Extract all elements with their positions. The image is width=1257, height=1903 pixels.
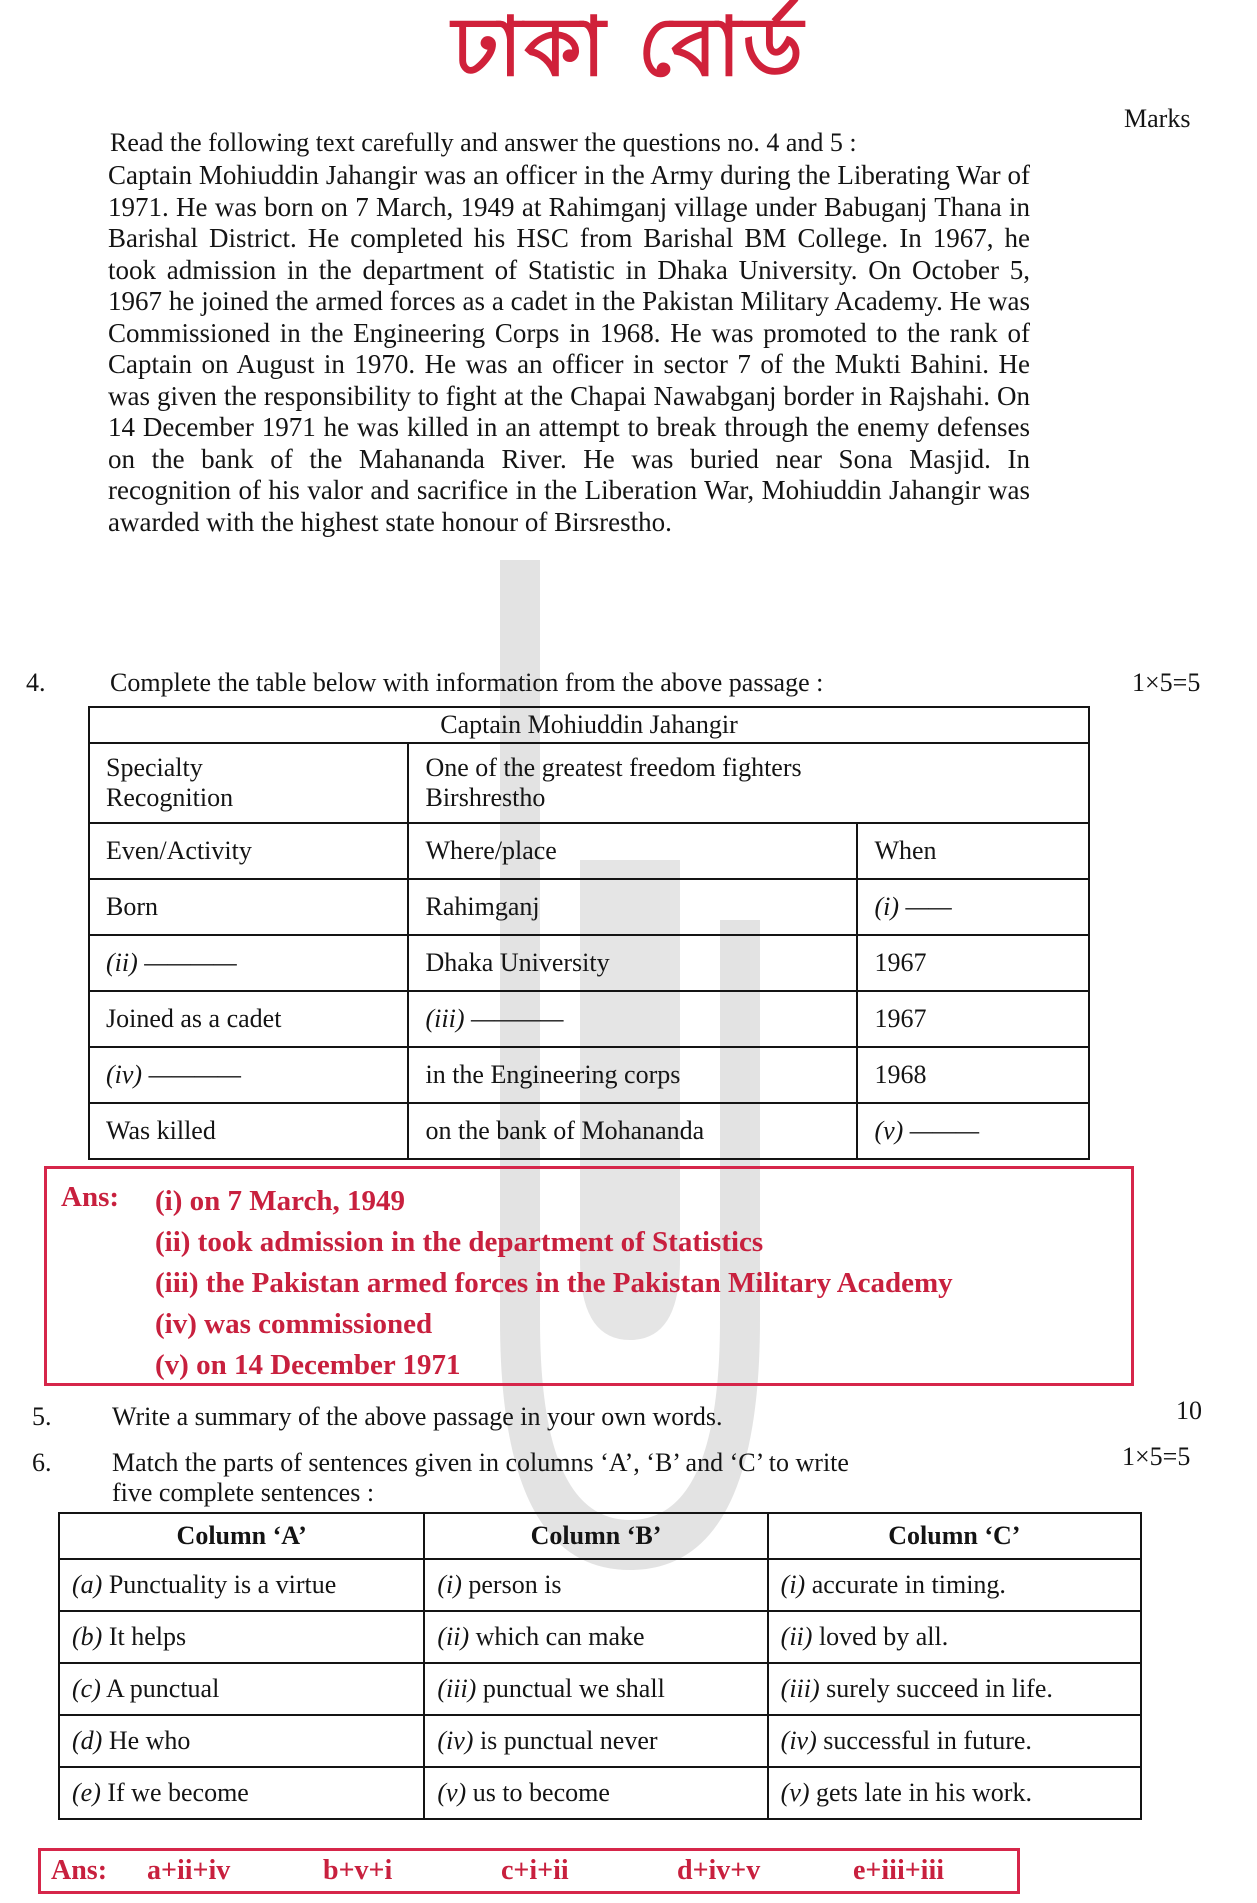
answer-item: c+i+ii: [501, 1855, 569, 1886]
column-b-cell: [424, 1611, 767, 1663]
column-a-cell: [59, 1611, 424, 1663]
when-cell: 1968: [857, 1047, 1089, 1103]
item-text: A punctual: [105, 1674, 220, 1703]
when-cell: (i) ——: [857, 879, 1089, 935]
question-6-line: Match the parts of sentences given in columns ‘A’, ‘B’ and ‘C’ to write: [112, 1448, 849, 1477]
item-marker: (b): [72, 1622, 103, 1651]
answer-label: Ans:: [61, 1181, 120, 1213]
activity-cell: Joined as a cadet: [89, 991, 408, 1047]
item-text: loved by all.: [818, 1622, 949, 1651]
info-table: [88, 706, 1090, 1160]
item-marker: (ii): [780, 1622, 813, 1651]
item-marker: (iii): [437, 1674, 477, 1703]
recognition-label: Recognition: [106, 783, 234, 812]
instruction-text: Read the following text carefully and answer the questions no. 4 and 5 :: [110, 128, 857, 157]
table-row: [89, 1047, 1089, 1103]
item-marker: (v): [437, 1778, 467, 1807]
table-row: [59, 1715, 1141, 1767]
column-b-cell: [424, 1663, 767, 1715]
specialty-label: Specialty: [106, 753, 203, 782]
answer-line: (iii) the Pakistan armed forces in the Pakistan Military Academy: [155, 1267, 953, 1299]
specialty-value: One of the greatest freedom fighters: [425, 753, 802, 782]
activity-cell: (ii) ————: [89, 935, 408, 991]
question-6-line: five complete sentences :: [112, 1478, 375, 1507]
header-activity: Even/Activity: [89, 823, 408, 879]
activity-cell: Born: [89, 879, 408, 935]
item-text: is punctual never: [479, 1726, 658, 1755]
question-6-text: [112, 1448, 849, 1508]
question-4-number: 4.: [26, 668, 46, 697]
column-b-header: Column ‘B’: [424, 1513, 767, 1559]
item-marker: (a): [72, 1570, 103, 1599]
table-row: [59, 1663, 1141, 1715]
table-caption: Captain Mohiuddin Jahangir: [89, 707, 1089, 743]
header-when: When: [857, 823, 1089, 879]
item-marker: (c): [72, 1674, 101, 1703]
table-row: [59, 1767, 1141, 1819]
item-marker: (i): [780, 1570, 806, 1599]
answer-line: (ii) took admission in the department of Statistics: [155, 1226, 764, 1258]
item-text: Punctuality is a virtue: [108, 1570, 337, 1599]
table-row: [89, 1103, 1089, 1159]
column-a-cell: [59, 1559, 424, 1611]
column-c-header: Column ‘C’: [768, 1513, 1141, 1559]
answer-box-q4: [44, 1166, 1134, 1386]
item-text: gets late in his work.: [816, 1778, 1032, 1807]
column-c-cell: [768, 1767, 1141, 1819]
question-6-marks: 1×5=5: [1122, 1442, 1191, 1471]
answer-item: a+ii+iv: [147, 1855, 231, 1886]
marks-column-header: Marks: [1124, 104, 1191, 133]
when-cell: 1967: [857, 991, 1089, 1047]
place-cell: Rahimganj: [408, 879, 857, 935]
table-row: [59, 1559, 1141, 1611]
answer-item: e+iii+iii: [853, 1855, 945, 1886]
answer-lines: [155, 1181, 953, 1386]
answer-item: b+v+i: [323, 1855, 393, 1886]
item-text: successful in future.: [823, 1726, 1032, 1755]
item-marker: (d): [72, 1726, 103, 1755]
question-5-marks: 10: [1176, 1396, 1202, 1425]
question-4-text: Complete the table below with information from the above passage :: [110, 668, 824, 697]
item-marker: (e): [72, 1778, 101, 1807]
item-marker: (v): [780, 1778, 810, 1807]
column-c-cell: [768, 1559, 1141, 1611]
answer-line: (v) on 14 December 1971: [155, 1349, 461, 1381]
item-marker: (iv): [437, 1726, 474, 1755]
column-b-cell: [424, 1715, 767, 1767]
table-row: [89, 935, 1089, 991]
specialty-values: [408, 743, 1089, 823]
matching-table: [58, 1512, 1142, 1820]
item-text: accurate in timing.: [811, 1570, 1006, 1599]
board-title: ঢাকা বোর্ড: [452, 0, 805, 95]
answer-item: d+iv+v: [677, 1855, 761, 1886]
answer-line: (i) on 7 March, 1949: [155, 1185, 405, 1217]
column-b-cell: [424, 1767, 767, 1819]
item-text: which can make: [475, 1622, 645, 1651]
item-text: It helps: [108, 1622, 187, 1651]
column-c-cell: [768, 1663, 1141, 1715]
question-5-number: 5.: [32, 1402, 52, 1431]
when-cell: 1967: [857, 935, 1089, 991]
place-cell: on the bank of Mohananda: [408, 1103, 857, 1159]
place-cell: (iii) ————: [408, 991, 857, 1047]
question-5-text: Write a summary of the above passage in your own words.: [112, 1402, 723, 1431]
item-marker: (ii): [437, 1622, 470, 1651]
answer-box-q6: [38, 1848, 1020, 1894]
table-row: [89, 991, 1089, 1047]
table-row: [59, 1611, 1141, 1663]
specialty-labels: [89, 743, 408, 823]
answer-label: Ans:: [51, 1855, 108, 1886]
column-a-cell: [59, 1767, 424, 1819]
column-c-cell: [768, 1611, 1141, 1663]
item-text: He who: [108, 1726, 191, 1755]
place-cell: Dhaka University: [408, 935, 857, 991]
question-4-marks: 1×5=5: [1132, 668, 1201, 697]
item-text: us to become: [472, 1778, 610, 1807]
item-marker: (iii): [780, 1674, 820, 1703]
recognition-value: Birshrestho: [425, 783, 546, 812]
table-row: [89, 879, 1089, 935]
item-marker: (iv): [780, 1726, 817, 1755]
item-marker: (i): [437, 1570, 462, 1599]
item-text: surely succeed in life.: [826, 1674, 1053, 1703]
column-b-cell: [424, 1559, 767, 1611]
when-cell: (v) ———: [857, 1103, 1089, 1159]
place-cell: in the Engineering corps: [408, 1047, 857, 1103]
item-text: If we become: [107, 1778, 249, 1807]
item-text: person is: [468, 1570, 562, 1599]
header-place: Where/place: [408, 823, 857, 879]
activity-cell: Was killed: [89, 1103, 408, 1159]
reading-passage: Captain Mohiuddin Jahangir was an officer in the Army during the Liberating War of 1971. He was born on 7 March, 1949 at Rahimganj village under Babuganj Thana in Barishal District. He completed his HSC from Barishal BM College. In 1967, he took admission in the department of Statistic in Dhaka University. On October 5, 1967 he joined the armed forces as a cadet in the Pakistan Military Academy. He was Commissioned in the Engineering Corps in 1968. He was promoted to the rank of Captain on August in 1970. He was an officer in sector 7 of the Mukti Bahini. He was given the responsibility to fight at the Chapai Nawabganj border in Rajshahi. On 14 December 1971 he was killed in an attempt to break through the enemy defenses on the bank of the Mahananda River. He was buried near Sona Masjid. In recognition of his valor and sacrifice in the Liberation War, Mohiuddin Jahangir was awarded with the highest state honour of Birsrestho.: [108, 160, 1030, 537]
answer-line: (iv) was commissioned: [155, 1308, 433, 1340]
column-c-cell: [768, 1715, 1141, 1767]
question-6-number: 6.: [32, 1448, 52, 1477]
item-text: punctual we shall: [482, 1674, 665, 1703]
column-a-cell: [59, 1663, 424, 1715]
column-a-header: Column ‘A’: [59, 1513, 424, 1559]
activity-cell: (iv) ————: [89, 1047, 408, 1103]
column-a-cell: [59, 1715, 424, 1767]
